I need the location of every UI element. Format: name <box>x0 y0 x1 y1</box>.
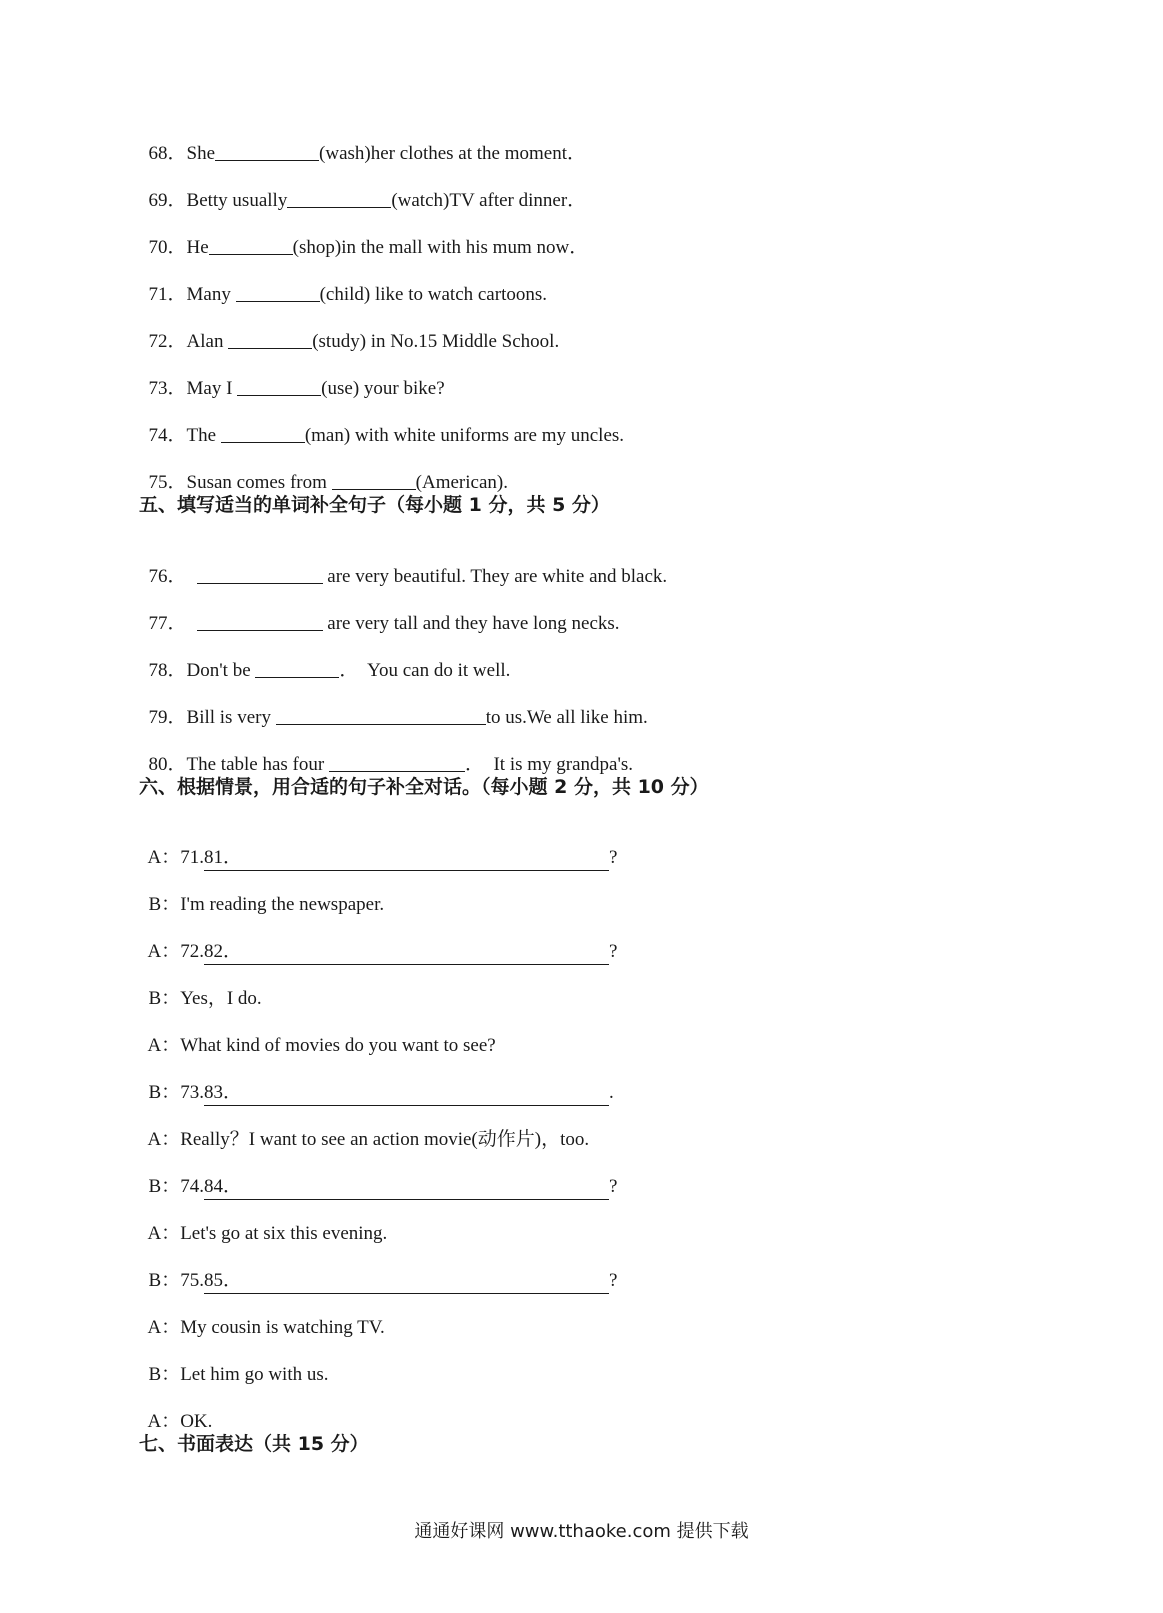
page-footer: 通通好课网 www.tthaoke.com 提供下载 <box>414 1521 749 1542</box>
dialog-line: A：OK. <box>147 1411 213 1432</box>
dialog-answer-blank[interactable]: 82． <box>204 940 609 965</box>
answer-blank[interactable] <box>236 283 320 302</box>
dialog-line: A：What kind of movies do you want to see? <box>147 1035 496 1056</box>
dialog-line: A：Really？I want to see an action movie(动作片)，too. <box>147 1129 590 1150</box>
section-6-heading: 六、根据情景，用合适的句子补全对话。（每小题 2 分，共 10 分） <box>139 776 709 798</box>
dialog-line: A：Let's go at six this evening. <box>147 1223 388 1244</box>
dialog-line: A：72.82． ? <box>139 916 617 965</box>
answer-blank[interactable] <box>197 565 323 584</box>
question-77: 77． are very tall and they have long necks. <box>148 613 620 634</box>
dialog-line: B：74.84． ? <box>139 1151 617 1200</box>
question-76: 76． are very beautiful. They are white and black. <box>148 566 668 587</box>
dialog-line: B：Let him go with us. <box>148 1364 329 1385</box>
question-79: 79．Bill is very to us.We all like him. <box>148 707 648 728</box>
question-70: 70．He (shop)in the mall with his mum now． <box>148 237 589 258</box>
dialog-answer-blank[interactable]: 81． <box>204 846 609 871</box>
question-74: 74．The (man) with white uniforms are my uncles. <box>148 425 625 446</box>
dialog-line: A：My cousin is watching TV. <box>147 1317 385 1338</box>
dialog-answer-blank[interactable]: 85． <box>204 1269 609 1294</box>
answer-blank[interactable] <box>221 424 305 443</box>
question-71: 71．Many (child) like to watch cartoons. <box>148 284 547 305</box>
answer-blank[interactable] <box>237 377 321 396</box>
question-68: 68．She (wash)her clothes at the moment． <box>148 143 586 164</box>
dialog-line: B：Yes，I do. <box>148 988 262 1009</box>
answer-blank[interactable] <box>276 706 486 725</box>
section-5-heading: 五、填写适当的单词补全句子（每小题 1 分，共 5 分） <box>139 494 610 516</box>
answer-blank[interactable] <box>332 471 416 490</box>
question-73: 73．May I (use) your bike? <box>148 378 445 399</box>
section-7-heading: 七、书面表达（共 15 分） <box>139 1433 369 1455</box>
answer-blank[interactable] <box>197 612 323 631</box>
question-69: 69．Betty usually (watch)TV after dinner． <box>148 190 587 211</box>
dialog-line: B：73.83． . <box>139 1057 614 1106</box>
answer-blank[interactable] <box>215 142 319 161</box>
question-78: 78．Don't be ． You can do it well. <box>148 660 511 681</box>
answer-blank[interactable] <box>329 753 465 772</box>
question-80: 80．The table has four ． It is my grandpa's. <box>148 754 634 775</box>
question-72: 72．Alan (study) in No.15 Middle School. <box>148 331 560 352</box>
answer-blank[interactable] <box>209 236 293 255</box>
dialog-answer-blank[interactable]: 83． <box>204 1081 609 1106</box>
answer-blank[interactable] <box>228 330 312 349</box>
answer-blank[interactable] <box>255 659 339 678</box>
dialog-line: B：I'm reading the newspaper. <box>148 894 385 915</box>
dialog-line: A：71.81． ? <box>139 822 617 871</box>
dialog-line: B：75.85． ? <box>139 1245 617 1294</box>
dialog-answer-blank[interactable]: 84． <box>204 1175 609 1200</box>
question-75: 75．Susan comes from (American). <box>148 472 508 493</box>
answer-blank[interactable] <box>287 189 391 208</box>
